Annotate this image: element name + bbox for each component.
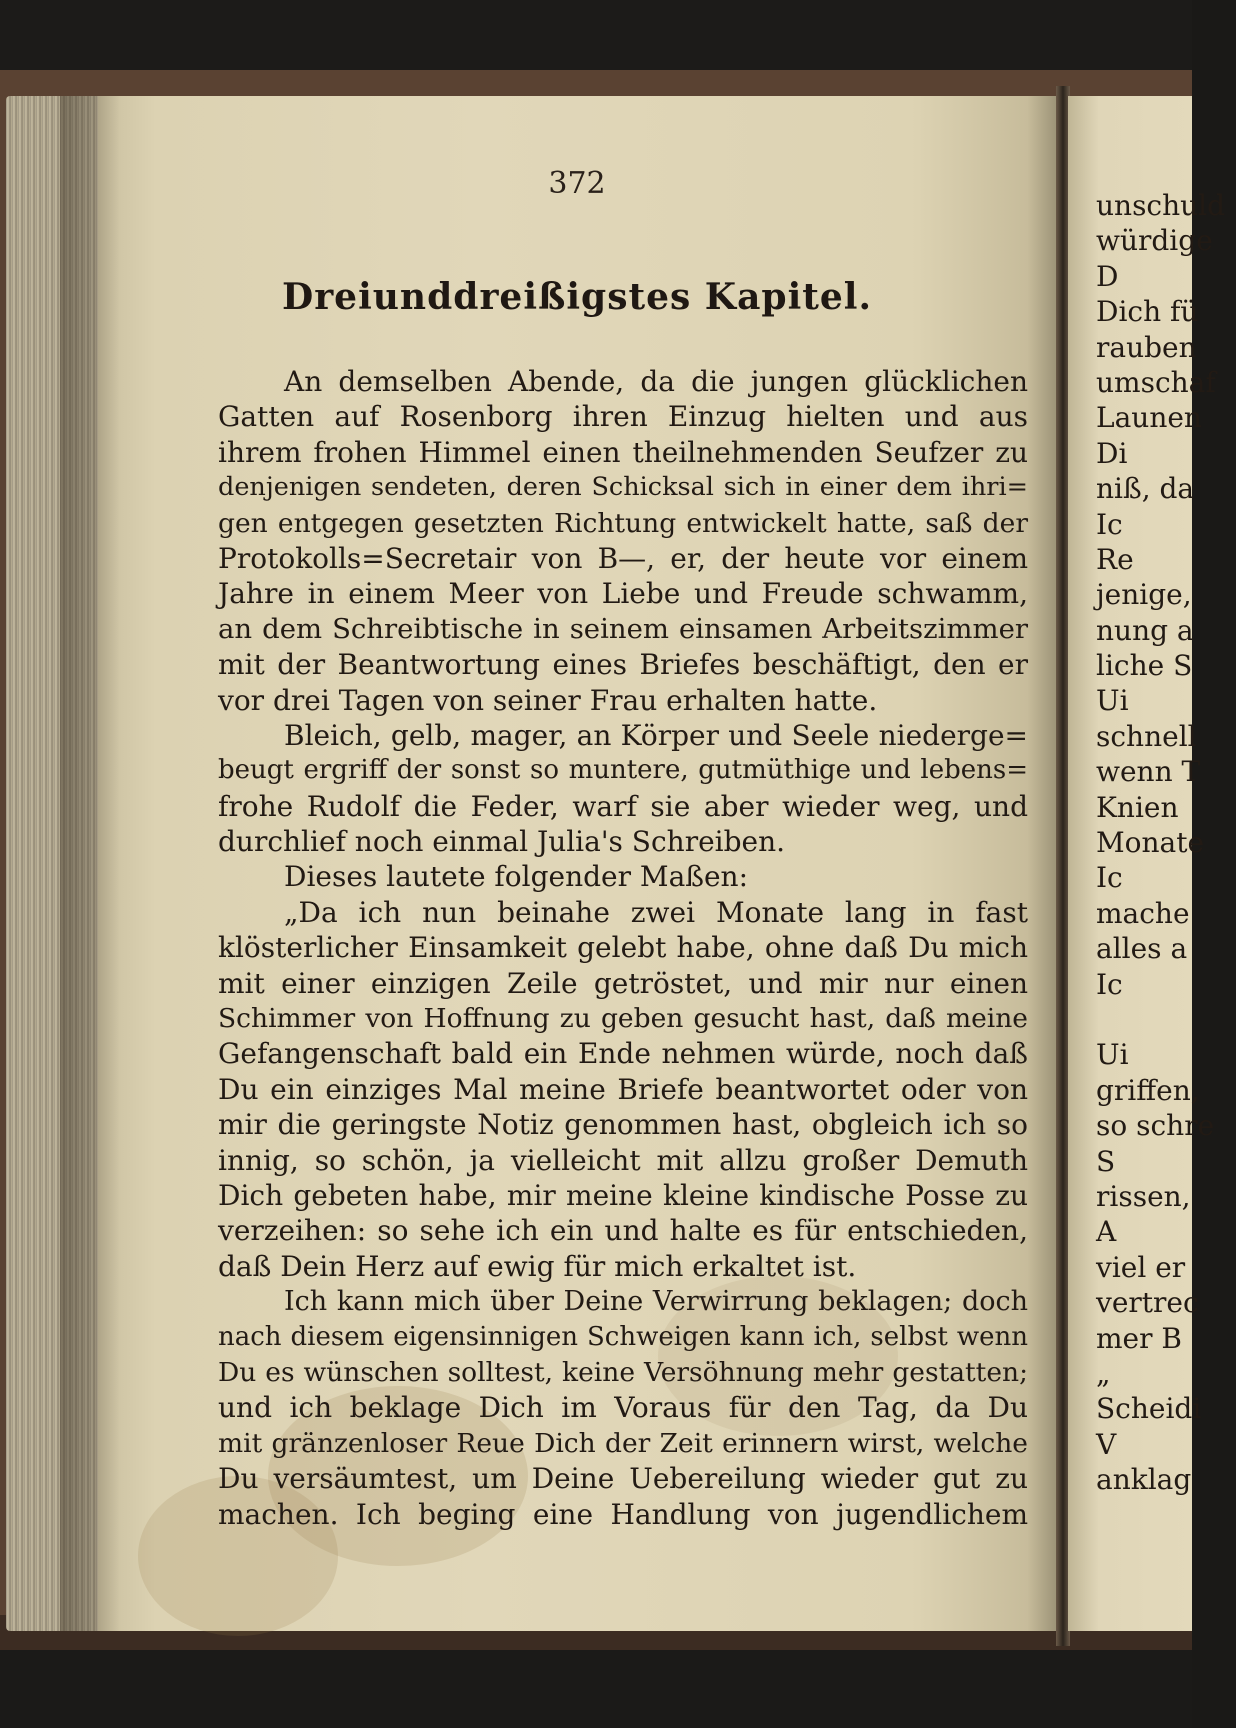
right-page-line: mer B: [1096, 1321, 1182, 1355]
text-line: „Da ich nun beinahe zwei Monate lang in fast: [284, 895, 1028, 929]
right-page-line: würdige: [1096, 224, 1213, 258]
text-line: innig, so schön, ja vielleicht mit allzu großer Demuth: [218, 1143, 1028, 1177]
text-line: machen. Ich beging eine Handlung von jugendlichem: [218, 1497, 1028, 1531]
background-top: [0, 0, 1192, 76]
right-page-line: mache: [1096, 896, 1190, 930]
text-line: mir die geringste Notiz genommen hast, obgleich ich so: [218, 1108, 1028, 1142]
left-page: [98, 96, 1056, 1631]
text-line: klösterlicher Einsamkeit gelebt habe, ohne daß Du mich: [218, 931, 1028, 965]
right-page-line: Ic: [1096, 861, 1123, 895]
right-page-line: „: [1096, 1356, 1111, 1390]
text-line: an dem Schreibtische in seinem einsamen Arbeitszimmer: [218, 612, 1028, 645]
right-page-line: umschaf: [1096, 365, 1216, 399]
text-line: daß Dein Herz auf ewig für mich erkaltet ist.: [218, 1249, 857, 1283]
right-page-line: Re: [1096, 542, 1134, 576]
chapter-title: Dreiunddreißigstes Kapitel.: [281, 276, 872, 318]
text-line: mit gränzenloser Reue Dich der Zeit erinnern wirst, welche: [218, 1427, 1028, 1459]
text-line: ihrem frohen Himmel einen theilnehmenden Seufzer zu: [218, 435, 1028, 469]
right-page-line: Monate: [1096, 826, 1205, 860]
right-page-line: viel er: [1096, 1250, 1186, 1284]
right-page-line: [1096, 1002, 1236, 1037]
right-page-line: anklag: [1096, 1463, 1192, 1497]
right-page-line: V: [1096, 1427, 1117, 1461]
right-page-line: vertrec: [1096, 1286, 1199, 1320]
right-page-line: Scheidi: [1096, 1392, 1202, 1426]
right-page-line: Di: [1096, 436, 1128, 470]
text-line: Jahre in einem Meer von Liebe und Freude schwamm,: [218, 577, 1028, 611]
text-line: Gefangenschaft bald ein Ende nehmen würde, noch daß: [218, 1037, 1028, 1071]
right-page-line: jenige,: [1096, 578, 1192, 612]
text-line: beugt ergriff der sonst so muntere, gutmüthige und lebens=: [218, 755, 1028, 786]
text-line: Du versäumtest, um Deine Uebereilung wieder gut zu: [218, 1462, 1028, 1496]
right-page-text: [1096, 188, 1236, 1497]
right-page-line: Ui: [1096, 1038, 1129, 1072]
right-page-line: rissen,: [1096, 1179, 1191, 1213]
right-page-line: S: [1096, 1144, 1116, 1178]
text-line: durchlief noch einmal Julia's Schreiben.: [218, 825, 786, 859]
right-page-line: rauben: [1096, 330, 1197, 364]
text-line: Schimmer von Hoffnung zu geben gesucht hast, daß meine: [218, 1003, 1028, 1035]
right-page-line: Dich fü: [1096, 295, 1199, 329]
text-line: nach diesem eigensinnigen Schweigen kann ich, selbst wenn: [218, 1321, 1028, 1352]
text-line: und ich beklage Dich im Voraus für den Tag, da Du: [218, 1391, 1028, 1425]
right-page-line: niß, da: [1096, 472, 1195, 506]
text-line: Du es wünschen solltest, keine Versöhnung mehr gestatten;: [218, 1356, 1028, 1388]
right-page-line: Ic: [1096, 967, 1123, 1001]
right-page-line: Launen: [1096, 401, 1202, 435]
body-text: [218, 364, 1028, 1532]
text-line: Dich gebeten habe, mir meine kleine kindische Posse zu: [218, 1178, 1028, 1212]
background-bottom: [0, 1650, 1192, 1728]
text-line: verzeihen: so sehe ich ein und halte es für entschieden,: [218, 1214, 1028, 1248]
text-line: Du ein einziges Mal meine Briefe beantwortet oder von: [218, 1072, 1028, 1106]
right-page-line: D: [1096, 259, 1119, 293]
text-line: Bleich, gelb, mager, an Körper und Seele niederge=: [284, 718, 1028, 752]
text-line: Ich kann mich über Deine Verwirrung beklagen; doch: [284, 1286, 1028, 1318]
text-line: gen entgegen gesetzten Richtung entwickelt hatte, saß der: [218, 507, 1028, 539]
right-page-line: Ic: [1096, 507, 1123, 541]
right-page: [1068, 96, 1226, 1631]
right-page-line: alles a: [1096, 932, 1188, 966]
page-number: 372: [548, 166, 606, 201]
right-page-line: griffen,: [1096, 1073, 1200, 1107]
text-line: An demselben Abende, da die jungen glücklichen: [284, 365, 1028, 398]
right-page-line: liche S: [1096, 649, 1193, 683]
text-line: frohe Rudolf die Feder, warf sie aber wieder weg, und: [218, 789, 1028, 823]
right-page-line: Knien: [1096, 790, 1179, 824]
text-line: mit einer einzigen Zeile getröstet, und mir nur einen: [218, 966, 1028, 1000]
right-page-line: wenn T: [1096, 755, 1201, 789]
right-page-line: so schre: [1096, 1109, 1215, 1143]
right-page-line: A: [1096, 1215, 1117, 1249]
right-page-line: unschuld: [1096, 189, 1226, 222]
text-line: Dieses lautete folgender Maßen:: [284, 860, 748, 894]
right-page-line: schnell: [1096, 719, 1197, 753]
gutter-shadow: [60, 96, 120, 1631]
text-line: denjenigen sendeten, deren Schicksal sich in einer dem ihri=: [218, 472, 1028, 503]
right-page-line: nung a: [1096, 613, 1194, 647]
text-line: vor drei Tagen von seiner Frau erhalten hatte.: [218, 683, 878, 717]
text-line: Protokolls=Secretair von B—, er, der heute vor einem: [218, 541, 1028, 575]
right-page-line: Ui: [1096, 684, 1129, 718]
text-line: Gatten auf Rosenborg ihren Einzug hielten und aus: [218, 400, 1028, 434]
text-line: mit der Beantwortung eines Briefes beschäftigt, den er: [218, 648, 1028, 682]
